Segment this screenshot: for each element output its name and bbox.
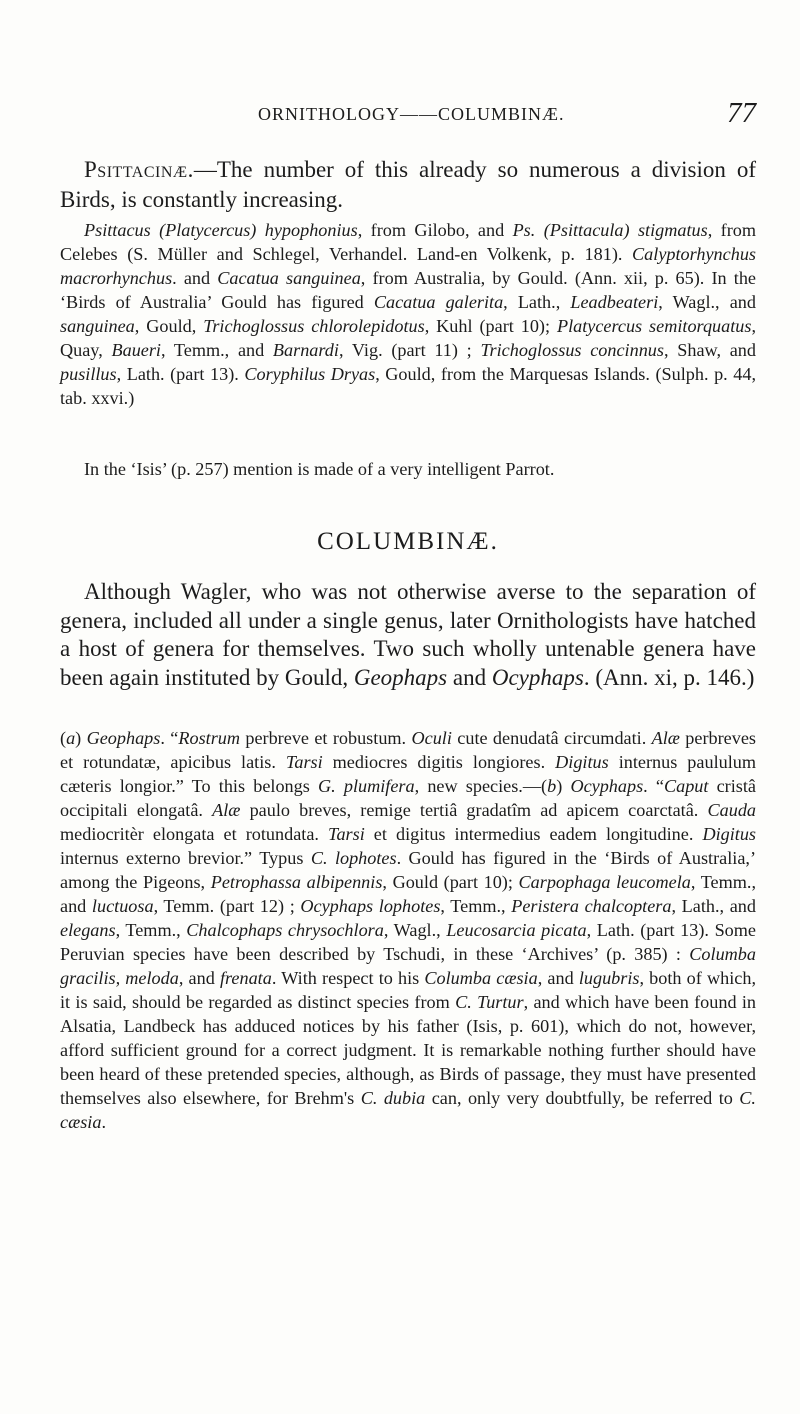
italic-term: Ocyphaps lophotes	[300, 896, 441, 916]
italic-term: frenata	[219, 968, 272, 988]
italic-term: Columba cæsia	[424, 968, 538, 988]
text-run: , new species.—(	[414, 776, 548, 796]
italic-term: Digitus	[702, 824, 756, 844]
text-run: can, only very doubtfully, be referred to	[425, 1088, 740, 1108]
italic-term: G. plumifera	[318, 776, 415, 796]
text-run: internus externo brevior.” Typus	[60, 848, 311, 868]
text-run: , Temm., and	[60, 872, 756, 916]
italic-term: Oculi	[411, 728, 452, 748]
text-run: mediocritèr elongata et rotundata.	[60, 824, 328, 844]
text-run: , Temm.,	[115, 920, 187, 940]
italic-term: Baueri	[111, 340, 161, 360]
text-run: . and	[172, 268, 218, 288]
text-run: internus paululum cæteris longior.” To this belongs	[60, 752, 757, 796]
italic-term: Cacatua sanguinea	[217, 268, 361, 288]
italic-term: Alæ	[212, 800, 241, 820]
italic-term: Coryphilus Dryas	[244, 364, 376, 384]
italic-term: Rostrum	[178, 728, 240, 748]
page-number: 77	[727, 97, 756, 129]
text-run: . (Ann. xi, p. 146.)	[583, 664, 755, 690]
psittacinae-heading: Psittacinæ.	[84, 157, 194, 182]
page-header	[60, 97, 756, 137]
italic-term: Ocyphaps	[570, 776, 644, 796]
italic-term: Digitus	[555, 752, 609, 772]
text-run: cute denudatâ circumdati.	[451, 728, 652, 748]
italic-term: C. dubia	[360, 1088, 426, 1108]
text-run: , and	[537, 968, 579, 988]
italic-term: Tarsi	[328, 824, 365, 844]
text-run: , Gould (part 10);	[382, 872, 519, 892]
italic-term: Tarsi	[285, 752, 323, 772]
text-run: )	[556, 776, 571, 796]
text-run: , Wagl.,	[383, 920, 447, 940]
text-run: , Lath. (part 13). Some Peruvian species have been described by Tschudi, in these ‘Archives’ (p. 385) :	[60, 920, 756, 964]
text-run: , Temm. (part 12) ;	[153, 896, 301, 916]
italic-term: Psittacus (Platycercus) hypophonius	[84, 220, 358, 240]
italic-term: C. cæsia	[60, 1088, 756, 1132]
text-run: , Temm.,	[440, 896, 512, 916]
italic-term: C. lophotes	[310, 848, 397, 868]
text-run: Although Wagler, who was not otherwise averse to the separation of genera, included all under a single genus, later Ornithologists have hatched a host of genera for themselves. Two such wholly untenable genera have been again instituted by Gould,	[60, 579, 756, 690]
psittacinae-paragraph	[60, 218, 756, 410]
text-run: paulo breves, remige tertiâ gradatîm ad apicem coarctatâ.	[240, 800, 708, 820]
columbinae-lead-paragraph	[60, 578, 756, 692]
text-run: )	[75, 728, 87, 748]
text-run: , from Celebes (S. Müller and Schlegel, Verhandel. Land-en Volkenk, p. 181).	[60, 220, 757, 264]
italic-term: Caput	[663, 776, 709, 796]
italic-term: Leadbeateri	[570, 292, 659, 312]
columbinae-heading: COLUMBINÆ.	[317, 528, 499, 555]
italic-term: Alæ	[651, 728, 680, 748]
columbinae-body-paragraph	[60, 726, 756, 1134]
italic-term: a	[66, 728, 76, 748]
psittacinae-intro	[60, 155, 756, 215]
italic-term: Cacatua galerita	[373, 292, 504, 312]
text-run: , from Gilobo, and	[357, 220, 513, 240]
psittacinae-lead-text: —The number of this already so numerous a division of Birds, is constantly increasing.	[60, 157, 756, 212]
italic-term: Cauda	[707, 800, 757, 820]
text-run: . “	[160, 728, 179, 748]
running-title: ORNITHOLOGY——COLUMBINÆ.	[258, 104, 565, 124]
italic-term: Columba gracilis, meloda	[60, 944, 756, 988]
italic-term: Platycercus semitorquatus	[556, 316, 752, 336]
italic-term: Peristera chalcoptera	[511, 896, 672, 916]
italic-term: Barnardi	[272, 340, 339, 360]
text-run: , and which have been found in Alsatia, Landbeck has adduced notices by his father (Isis, p. 601), which do not, however, afford sufficient ground for a correct judgment. It is remarkable nothing further should have been heard of these pretended species, although, as Birds of passage, they must have presented themselves also elsewhere, for Brehm's	[60, 992, 756, 1108]
italic-term: luctuosa	[91, 896, 154, 916]
italic-term: b	[547, 776, 557, 796]
italic-term: Carpophaga leucomela	[518, 872, 691, 892]
italic-term: Trichoglossus chlorolepidotus	[203, 316, 425, 336]
isis-parrot-paragraph: In the ‘Isis’ (p. 257) mention is made of a very intelligent Parrot.	[84, 459, 555, 479]
italic-term: sanguinea	[60, 316, 135, 336]
text-run: , Quay,	[60, 316, 756, 360]
italic-term: elegans	[60, 920, 116, 940]
italic-term: Ps. (Psittacula) stigmatus	[512, 220, 708, 240]
text-run: cristâ occipitali elongatâ.	[60, 776, 756, 820]
italic-term: Chalcophaps chrysochlora	[186, 920, 384, 940]
text-run: , Gould,	[134, 316, 204, 336]
italic-term: Geophaps	[86, 728, 161, 748]
text-run: , both of which, it is said, should be regarded as distinct species from	[60, 968, 756, 1012]
text-run: , Kuhl (part 10);	[424, 316, 557, 336]
italic-term: Petrophassa albipennis	[210, 872, 383, 892]
text-run: . “	[643, 776, 664, 796]
italic-term: Trichoglossus concinnus	[480, 340, 664, 360]
text-run: , from Australia, by Gould. (Ann. xii, p. 65). In the ‘Birds of Australia’ Gould has figured	[60, 268, 756, 312]
text-run: . With respect to his	[271, 968, 425, 988]
text-run: , Wagl., and	[658, 292, 756, 312]
italic-term: C. Turtur	[455, 992, 524, 1012]
text-run: , Lath. (part 13).	[116, 364, 245, 384]
text-run: , Lath., and	[671, 896, 756, 916]
text-run: , Gould, from the Marquesas Islands. (Sulph. p. 44, tab. xxvi.)	[60, 364, 756, 408]
text-run: , Shaw, and	[663, 340, 756, 360]
italic-term: Leucosarcia picata	[446, 920, 587, 940]
italic-term: Calyptorhynchus macrorhynchus	[60, 244, 756, 288]
text-run: , Vig. (part 11) ;	[338, 340, 481, 360]
text-run: and	[447, 664, 492, 690]
text-run: , and	[178, 968, 220, 988]
italic-term: pusillus	[60, 364, 117, 384]
text-run: et digitus intermedius eadem longitudine.	[364, 824, 703, 844]
text-run: perbreve et robustum.	[240, 728, 412, 748]
italic-term: Geophaps	[353, 664, 448, 690]
text-run: .	[101, 1112, 106, 1132]
text-run: , Temm., and	[161, 340, 273, 360]
text-run: mediocres digitis longiores.	[322, 752, 556, 772]
text-run: . Gould has figured in the ‘Birds of Australia,’ among the Pigeons,	[60, 848, 757, 892]
text-run: , Lath.,	[503, 292, 571, 312]
text-run: (	[60, 728, 67, 748]
text-run: perbreves et rotundatæ, apicibus latis.	[60, 728, 756, 772]
italic-term: Ocyphaps	[491, 664, 584, 690]
italic-term: lugubris	[578, 968, 640, 988]
